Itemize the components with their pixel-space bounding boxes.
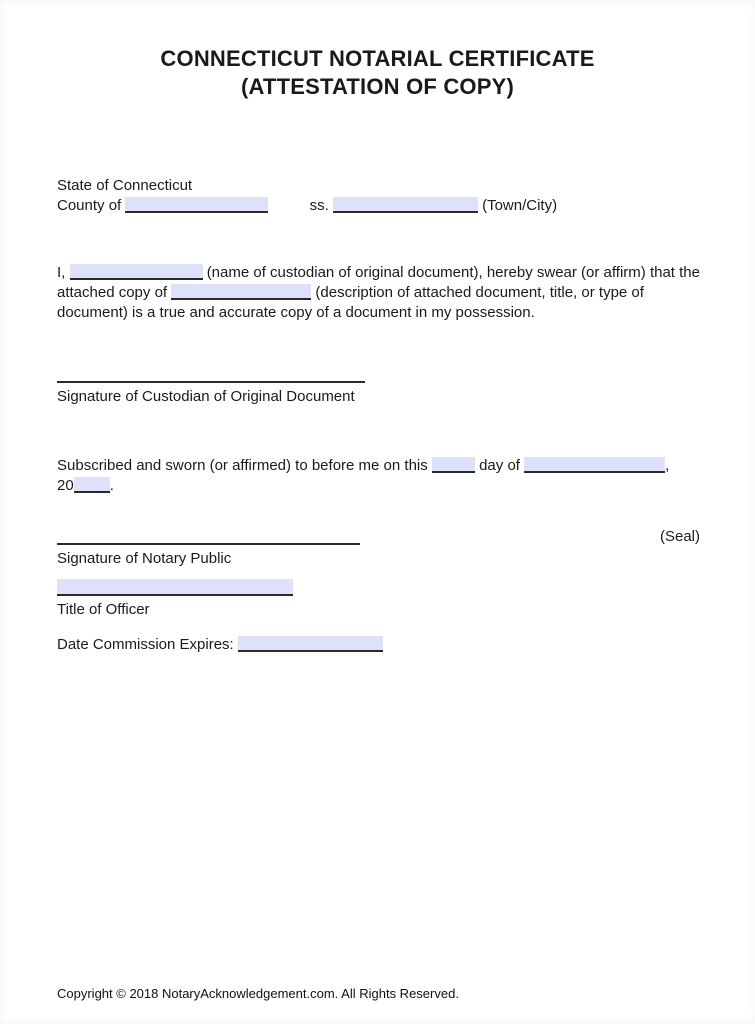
document-description-field[interactable] [171, 284, 311, 300]
ss-label: ss. [309, 197, 329, 214]
title-of-officer-label: Title of Officer [57, 601, 150, 618]
affirmation-tail: (description of attached document, title, or type of document) is a true and accurate copy of a document in my possession. [57, 284, 644, 321]
title-of-officer-field[interactable] [57, 579, 293, 596]
commission-label: Date Commission Expires: [57, 636, 234, 653]
custodian-signature-line [57, 381, 365, 383]
notarization-text [57, 456, 702, 496]
commission-section [57, 635, 383, 655]
month-field[interactable] [524, 457, 665, 473]
notary-signature-section [57, 543, 360, 569]
officer-title-section [57, 579, 293, 620]
notarization-lead: Subscribed and sworn (or affirmed) to before me on this [57, 457, 428, 474]
county-line [57, 196, 557, 216]
affirmation-mid: (name of custodian of original document), hereby swear (or affirm) that the attached copy of [57, 264, 700, 301]
notarization-comma: , [665, 457, 670, 474]
state-line: State of Connecticut [57, 177, 193, 194]
commission-expiration-field[interactable] [238, 636, 383, 652]
custodian-signature-section [57, 381, 365, 407]
town-city-label: (Town/City) [482, 197, 558, 214]
notarization-period: . [109, 477, 114, 494]
affirmation-text [57, 263, 702, 323]
copyright-notice: Copyright © 2018 NotaryAcknowledgement.com. All Rights Reserved. [57, 986, 459, 1001]
affirmation-lead: I, [57, 264, 66, 281]
county-label: County of [57, 197, 122, 214]
title-line-1: CONNECTICUT NOTARIAL CERTIFICATE [160, 46, 595, 71]
notarization-mid: day of [479, 457, 520, 474]
title-line-2: (ATTESTATION OF COPY) [240, 74, 515, 99]
custodian-name-field[interactable] [70, 264, 203, 280]
year-field[interactable] [74, 477, 110, 493]
notary-signature-label: Signature of Notary Public [57, 550, 232, 567]
town-city-field[interactable] [333, 197, 478, 213]
document-title [0, 45, 755, 101]
seal-label: (Seal) [659, 528, 700, 545]
county-field[interactable] [125, 197, 268, 213]
venue-section [57, 176, 557, 216]
year-prefix: 20 [57, 477, 74, 494]
day-field[interactable] [432, 457, 475, 473]
custodian-signature-label: Signature of Custodian of Original Document [57, 388, 355, 405]
affirmation-section [57, 263, 702, 323]
notary-signature-line [57, 543, 360, 545]
notarization-section [57, 456, 702, 496]
